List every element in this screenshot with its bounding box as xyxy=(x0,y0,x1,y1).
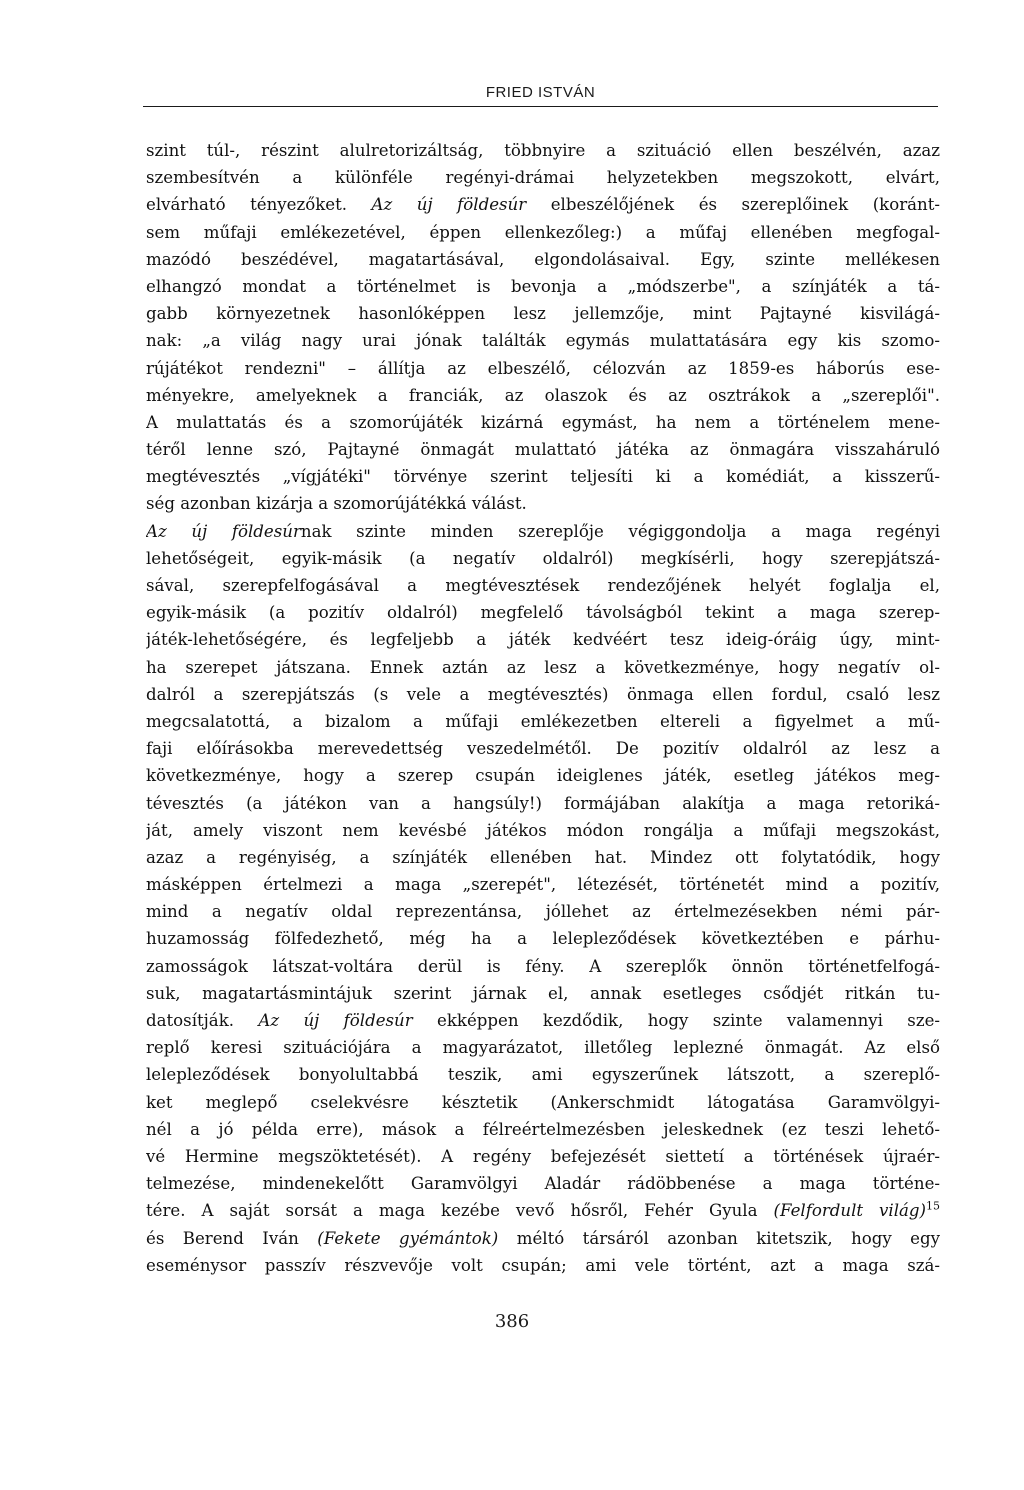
text-run: megcsalatottá, a bizalom a műfaji emlékezetben eltereli a figyelmet a mű- xyxy=(146,711,940,731)
text-run: lehetőségeit, egyik-másik (a negatív oldalról) megkísérli, hogy szerepjátszá- xyxy=(146,548,940,568)
text-line xyxy=(146,1170,940,1197)
text-line xyxy=(146,790,940,817)
text-line xyxy=(146,762,940,789)
text-line xyxy=(146,953,940,980)
text-run: vé Hermine megszöktetését). A regény befejezését siettetí a történések újraér- xyxy=(146,1146,940,1166)
text-run: méltó társáról azonban kitetszik, hogy egy xyxy=(498,1228,940,1248)
text-line xyxy=(146,654,940,681)
text-line xyxy=(146,817,940,844)
text-run: téről lenne szó, Pajtayné önmagát mulattató játéka az önmagára visszaháruló xyxy=(146,440,940,460)
text-run: suk, magatartásmintájuk szerint járnak el, annak esetleges csődjét ritkán tu- xyxy=(146,983,940,1003)
text-line xyxy=(146,572,940,599)
text-line xyxy=(146,463,940,490)
text-line xyxy=(146,490,940,517)
text-line xyxy=(146,545,940,572)
text-run: és Berend Iván xyxy=(146,1228,318,1248)
text-run: mazódó beszédével, magatartásával, elgondolásaival. Egy, szinte mellékesen xyxy=(146,249,940,269)
text-line xyxy=(146,1252,940,1279)
text-line xyxy=(146,300,940,327)
text-run: zamosságok látszat-voltára derül is fény. A szereplők önnön történetfelfogá- xyxy=(146,956,940,976)
header-rule xyxy=(143,106,938,107)
footnote-marker: 15 xyxy=(926,1199,940,1213)
text-run: azaz a regényiség, a színjáték ellenében hat. Mindez ott folytatódik, hogy xyxy=(146,847,940,867)
italic-title: Az új földesúr xyxy=(371,195,527,215)
text-run: egyik-másik (a pozitív oldalról) megfelelő távolságból tekint a maga szerep- xyxy=(146,603,940,623)
text-line xyxy=(146,382,940,409)
text-run: mind a negatív oldal reprezentánsa, jóllehet az értelmezésekben némi pár- xyxy=(146,902,940,922)
text-line xyxy=(146,1197,940,1224)
text-line xyxy=(146,164,940,191)
italic-title: Az új földesúr xyxy=(146,521,301,541)
text-run: ket meglepő cselekvésre késztetik (Ankerschmidt látogatása Garamvölgyi- xyxy=(146,1092,940,1112)
text-run: nak szinte minden szereplője végiggondolja a maga regényi xyxy=(300,521,940,541)
text-line xyxy=(146,844,940,871)
text-run: dalról a szerepjátszás (s vele a megtévesztés) önmaga ellen fordul, csaló lesz xyxy=(146,684,940,704)
text-run: szembesítvén a különféle regényi-drámai helyzetekben megszokott, elvárt, xyxy=(146,168,940,188)
text-run: tére. A saját sorsát a maga kezébe vevő hősről, Fehér Gyula xyxy=(146,1201,774,1221)
text-line xyxy=(146,708,940,735)
text-run: játék-lehetőségére, és legfeljebb a játék kedvéért tesz ideig-óráig úgy, mint- xyxy=(146,630,940,650)
text-line xyxy=(146,219,940,246)
text-run: következménye, hogy a szerep csupán ideiglenes játék, esetleg játékos meg- xyxy=(146,766,940,786)
text-run: szint túl-, részint alulretorizáltság, többnyire a szituáció ellen beszélvén, azaz xyxy=(146,141,940,160)
text-run: elbeszélőjének és szereplőinek (koránt- xyxy=(526,195,940,215)
text-line xyxy=(146,327,940,354)
text-run: nak: „a világ nagy urai jónak találták egymás mulattatására egy kis szomo- xyxy=(146,331,940,351)
text-run: elhangzó mondat a történelmet is bevonja a „módszerbe", a színjáték a tá- xyxy=(146,276,940,296)
text-run: datosítják. xyxy=(146,1011,259,1030)
text-line xyxy=(146,980,940,1007)
text-line xyxy=(146,1089,940,1116)
text-run: elvárható tényezőket. xyxy=(146,195,372,215)
text-run: A mulattatás és a szomorújáték kizárná egymást, ha nem a történelem mene- xyxy=(146,412,940,432)
italic-title: (Fekete gyémántok) xyxy=(317,1228,499,1248)
text-line xyxy=(146,1116,940,1143)
text-run: faji előírásokba merevedettség veszedelmétől. De pozitív oldalról az lesz a xyxy=(146,739,940,759)
italic-title: (Felfordult világ) xyxy=(773,1201,926,1221)
text-line xyxy=(146,409,940,436)
text-line xyxy=(146,898,940,925)
italic-title: Az új földesúr xyxy=(258,1011,413,1030)
text-line xyxy=(146,925,940,952)
text-run: sával, szerepfelfogásával a megtévesztések rendezőjének helyét foglalja el, xyxy=(146,576,940,595)
text-run: rújátékot rendezni" – állítja az elbeszélő, célozván az 1859-es háborús ese- xyxy=(146,358,940,378)
text-line xyxy=(146,1034,940,1061)
text-line xyxy=(146,681,940,708)
body-text xyxy=(146,137,940,1279)
text-run: nél a jó példa erre), mások a félreértelmezésben jeleskednek (ez teszi lehető- xyxy=(146,1119,940,1139)
text-run: ha szerepet játszana. Ennek aztán az lesz a következménye, hogy negatív ol- xyxy=(146,657,940,677)
text-line xyxy=(146,246,940,273)
text-run: huzamosság fölfedezhető, még ha a lelepleződések következtében e párhu- xyxy=(146,929,940,949)
text-line xyxy=(146,137,940,164)
text-run: lelepleződések bonyolultabbá teszik, ami egyszerűnek látszott, a szereplő- xyxy=(146,1065,940,1085)
text-line xyxy=(146,518,940,545)
text-run: ekképpen kezdődik, hogy szinte valamennyi sze- xyxy=(412,1011,940,1030)
text-line xyxy=(146,436,940,463)
text-run: tévesztés (a játékon van a hangsúly!) formájában alakítja a maga retoriká- xyxy=(146,793,940,813)
text-line xyxy=(146,1143,940,1170)
text-line xyxy=(146,191,940,218)
page-number: 386 xyxy=(494,1311,530,1332)
text-run: replő keresi szituációjára a magyarázatot, illetőleg leplezné önmagát. Az első xyxy=(146,1038,940,1058)
text-run: gabb környezetnek hasonlóképpen lesz jellemzője, mint Pajtayné kisvilágá- xyxy=(146,304,940,324)
text-line xyxy=(146,599,940,626)
text-line xyxy=(146,355,940,382)
text-line xyxy=(146,1061,940,1088)
text-run: eseménysor passzív részvevője volt csupán; ami vele történt, azt a maga szá- xyxy=(146,1255,940,1275)
text-line xyxy=(146,273,940,300)
text-line xyxy=(146,626,940,653)
text-run: másképpen értelmezi a maga „szerepét", létezését, történetét mind a pozitív, xyxy=(146,875,940,895)
text-run: telmezése, mindenekelőtt Garamvölgyi Aladár rádöbbenése a maga történe- xyxy=(146,1174,940,1194)
text-run: ját, amely viszont nem kevésbé játékos módon rongálja a műfaji megszokást, xyxy=(146,820,940,840)
text-line xyxy=(146,735,940,762)
text-run: sem műfaji emlékezetével, éppen ellenkezőleg:) a műfaj ellenében megfogal- xyxy=(146,222,940,242)
text-line xyxy=(146,871,940,898)
text-run: ményekre, amelyeknek a franciák, az olaszok és az osztrákok a „szereplői". xyxy=(146,385,940,405)
text-line xyxy=(146,1007,940,1034)
text-run: megtévesztés „vígjátéki" törvénye szerint teljesíti ki a komédiát, a kisszerű- xyxy=(146,467,940,487)
running-head: FRIED ISTVÁN xyxy=(485,84,596,101)
text-line xyxy=(146,1225,940,1252)
text-run: ség azonban kizárja a szomorújátékká válást. xyxy=(146,494,527,514)
